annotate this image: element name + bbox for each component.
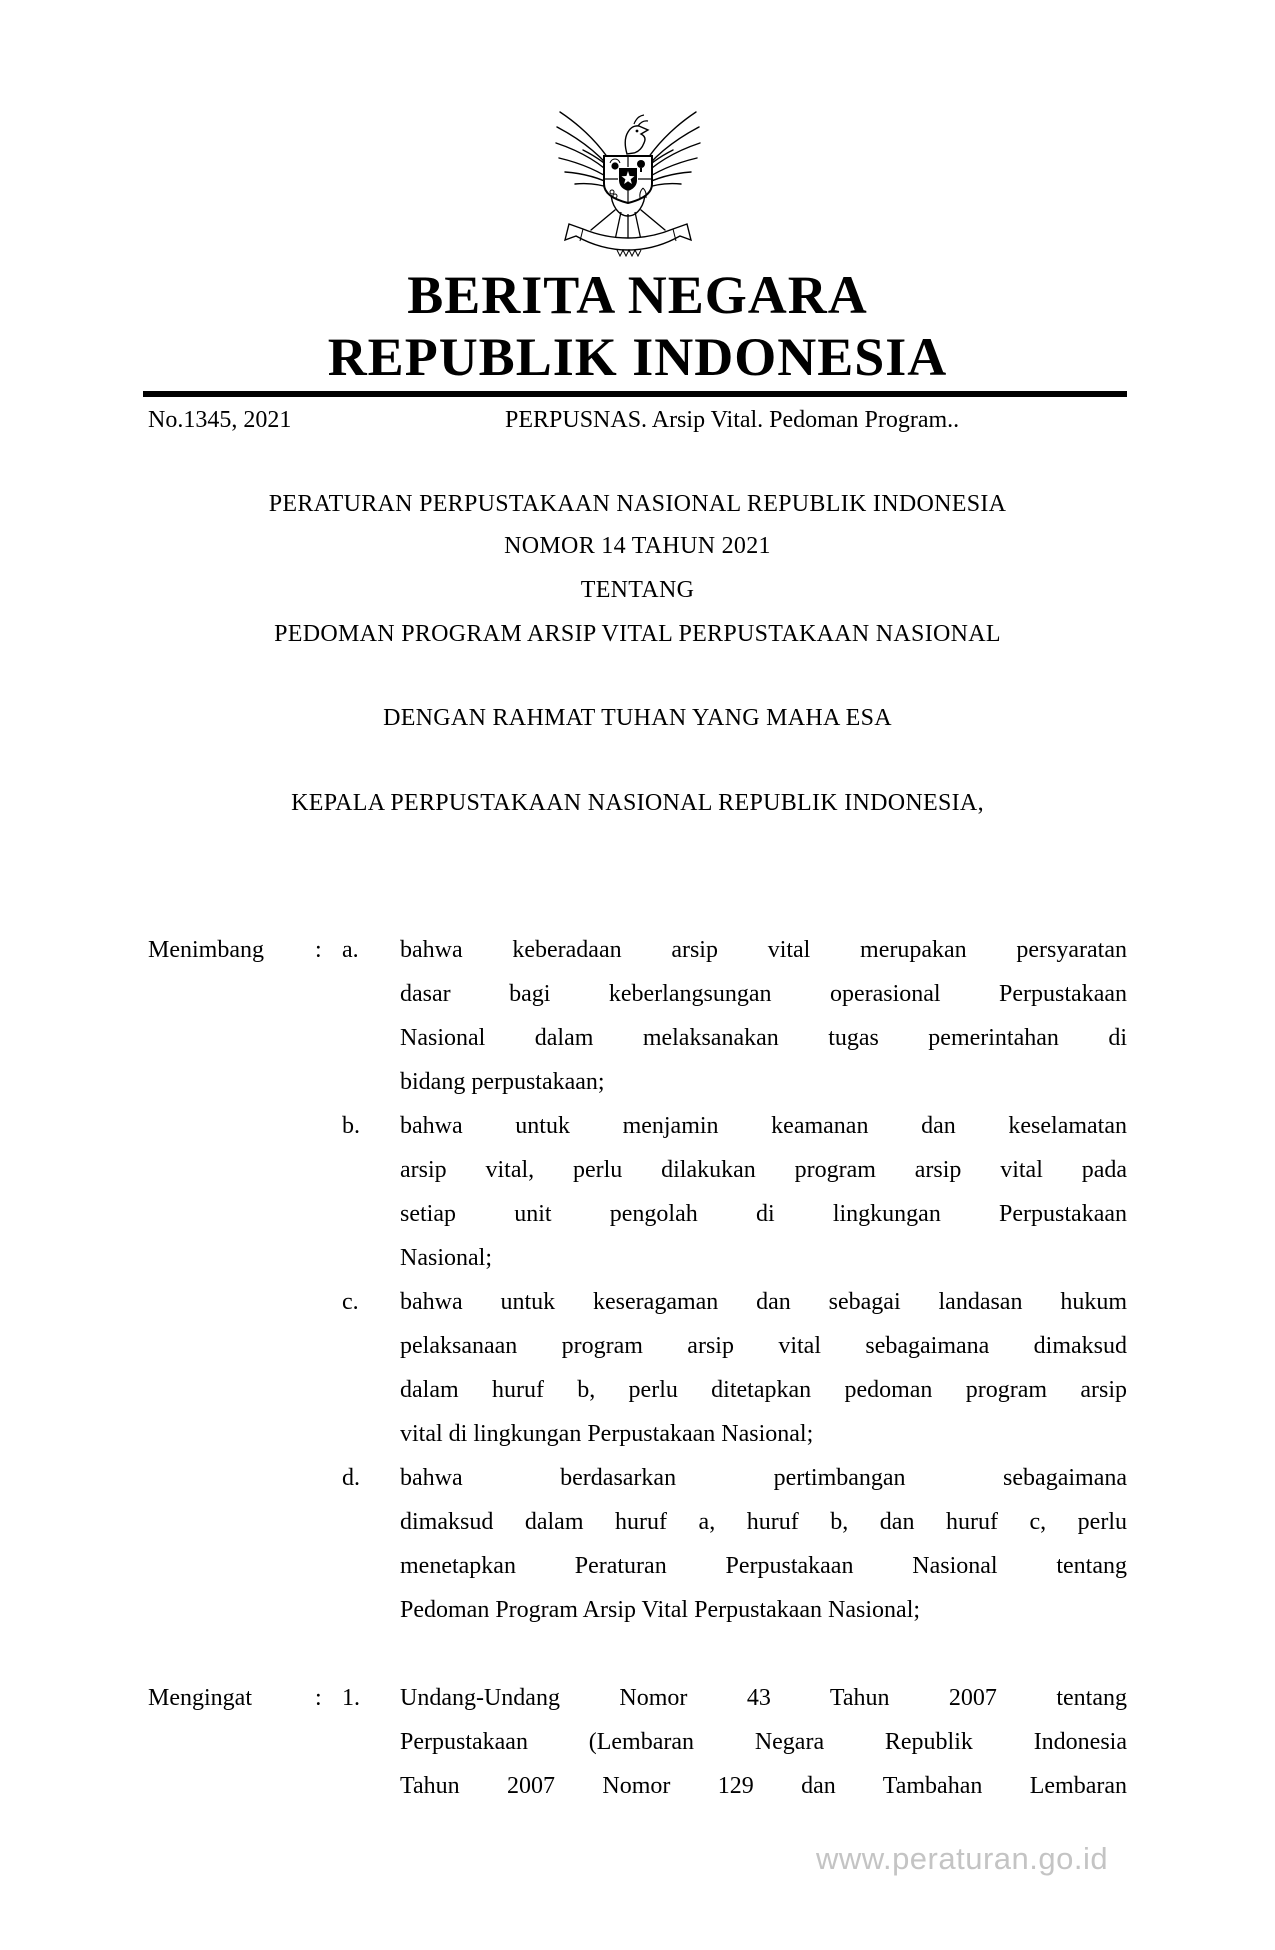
legal-basis-label: Mengingat: [148, 1685, 252, 1711]
text-line: arsip vital, perlu dilakukan program arsip vital pada: [400, 1157, 1127, 1183]
invocation-line: DENGAN RAHMAT TUHAN YANG MAHA ESA: [383, 705, 892, 731]
text-line: Nasional dalam melaksanakan tugas pemerintahan di: [400, 1025, 1127, 1051]
regulation-title-line3: TENTANG: [580, 577, 695, 603]
text-line: dasar bagi keberlangsungan operasional Perpustakaan: [400, 981, 1127, 1007]
considering-label: [148, 1104, 315, 1280]
text-line: Nasional;: [400, 1245, 492, 1271]
text-line: dimaksud dalam huruf a, huruf b, dan huruf c, perlu: [400, 1509, 1127, 1535]
gazette-number: No.1345, 2021: [148, 407, 292, 433]
text-line: setiap unit pengolah di lingkungan Perpustakaan: [400, 1201, 1127, 1227]
item-text: [400, 1280, 1127, 1456]
regulation-title-line1: PERATURAN PERPUSTAKAAN NASIONAL REPUBLIK INDONESIA: [268, 491, 1007, 517]
considering-label: [148, 1280, 315, 1456]
item-marker: 1.: [342, 1685, 360, 1711]
text-line: menetapkan Peraturan Perpustakaan Nasional tentang: [400, 1553, 1127, 1579]
text-line: pelaksanaan program arsip vital sebagaimana dimaksud: [400, 1333, 1127, 1359]
considering-colon: :: [315, 937, 322, 963]
item-text: [400, 1676, 1127, 1808]
considering-colon: [315, 1280, 342, 1456]
considering-label: [148, 1456, 315, 1632]
watermark-text: www.peraturan.go.id: [816, 1841, 1109, 1876]
gazette-subject: PERPUSNAS. Arsip Vital. Pedoman Program..: [505, 407, 960, 433]
text-line: Undang-Undang Nomor 43 Tahun 2007 tentang: [400, 1685, 1127, 1711]
text-line: bahwa untuk menjamin keamanan dan keselamatan: [400, 1113, 1127, 1139]
text-line: bahwa berdasarkan pertimbangan sebagaimana: [400, 1465, 1127, 1491]
text-line: bahwa untuk keseragaman dan sebagai landasan hukum: [400, 1289, 1127, 1315]
regulation-title-line4: PEDOMAN PROGRAM ARSIP VITAL PERPUSTAKAAN NASIONAL: [274, 621, 1001, 647]
text-line: Tahun 2007 Nomor 129 dan Tambahan Lembaran: [400, 1773, 1127, 1799]
garuda-pancasila-emblem: [553, 100, 703, 258]
item-marker: d.: [342, 1465, 360, 1491]
item-text: [400, 1104, 1127, 1280]
sections: [148, 928, 1127, 1808]
considering-item: [148, 1456, 1127, 1632]
item-marker: b.: [342, 1113, 360, 1139]
item-text: [400, 928, 1127, 1104]
text-line: Perpustakaan (Lembaran Negara Republik Indonesia: [400, 1729, 1127, 1755]
officiant-line: KEPALA PERPUSTAKAAN NASIONAL REPUBLIK INDONESIA,: [291, 790, 984, 816]
text-line: Pedoman Program Arsip Vital Perpustakaan Nasional;: [400, 1597, 921, 1623]
considering-item: [148, 1104, 1127, 1280]
considering-colon: [315, 1456, 342, 1632]
text-line: bahwa keberadaan arsip vital merupakan persyaratan: [400, 937, 1127, 963]
item-marker: a.: [342, 937, 359, 963]
considering-label: Menimbang: [148, 937, 264, 963]
considering-item: [148, 928, 1127, 1104]
item-marker: c.: [342, 1289, 359, 1315]
text-line: vital di lingkungan Perpustakaan Nasional;: [400, 1421, 814, 1447]
legal-basis-colon: :: [315, 1685, 322, 1711]
considering-colon: [315, 1104, 342, 1280]
text-line: bidang perpustakaan;: [400, 1069, 605, 1095]
masthead-line1: BERITA NEGARA: [407, 265, 868, 325]
legal-basis-item: [148, 1676, 1127, 1808]
item-text: [400, 1456, 1127, 1632]
text-line: dalam huruf b, perlu ditetapkan pedoman program arsip: [400, 1377, 1127, 1403]
considering-item: [148, 1280, 1127, 1456]
header-rule: [143, 391, 1127, 397]
regulation-title-line2: NOMOR 14 TAHUN 2021: [504, 533, 771, 559]
masthead-line2: REPUBLIK INDONESIA: [327, 327, 948, 387]
